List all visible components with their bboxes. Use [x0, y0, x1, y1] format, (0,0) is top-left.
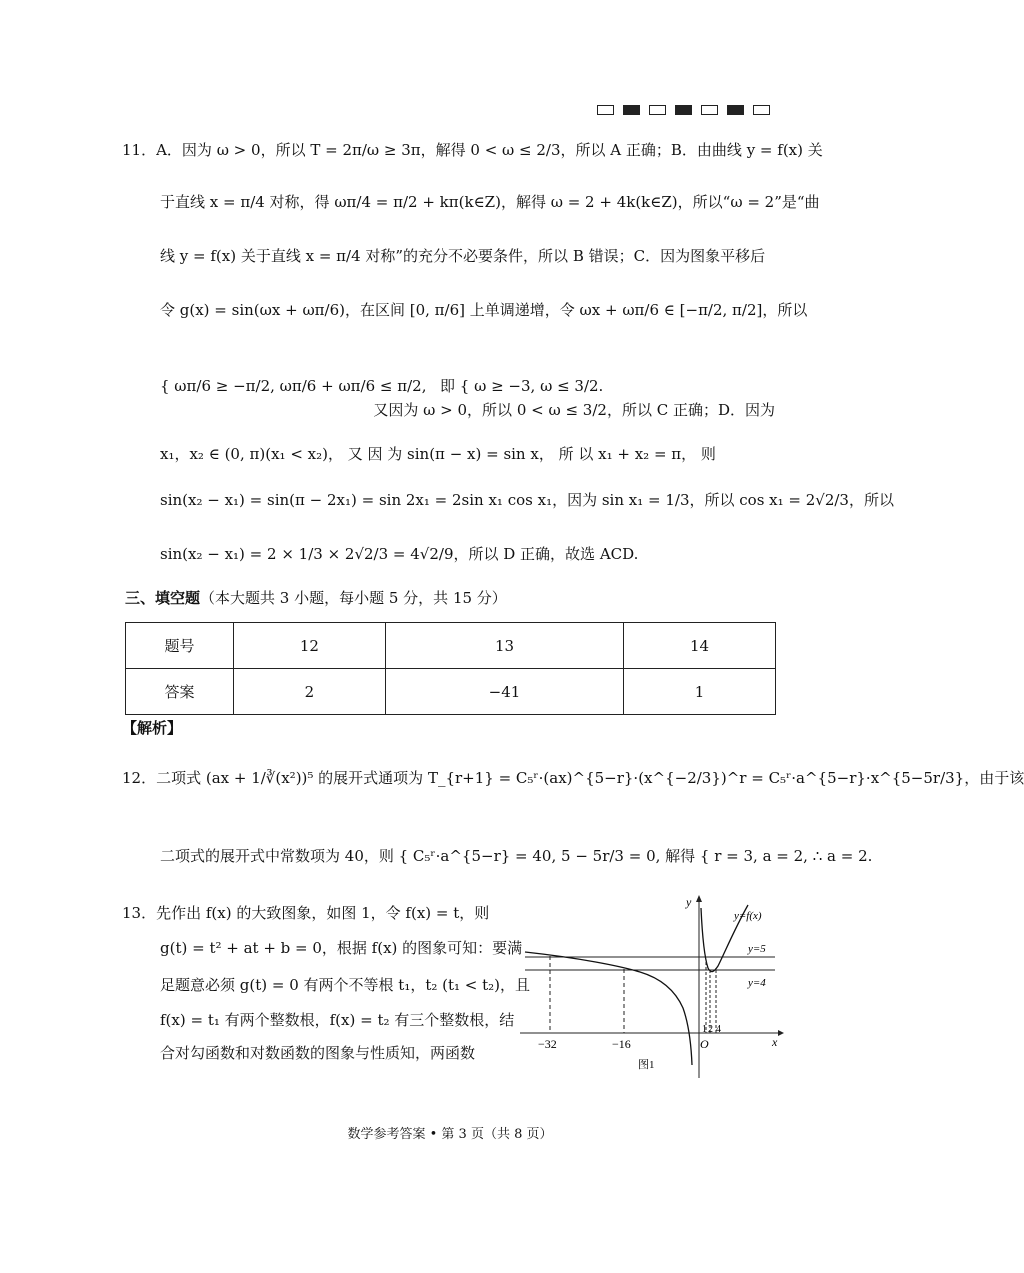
q13-line-1: 13．先作出 f(x) 的大致图象，如图 1，令 f(x) = t，则: [122, 904, 490, 922]
header-pattern: [588, 101, 770, 119]
q11-line-4: 令 g(x) = sin(ωx + ωπ/6)，在区间 [0, π/6] 上单调递增，令 ωx + ωπ/6 ∈ [−π/2, π/2]，所以: [160, 301, 808, 319]
q11-line-5c: 又因为 ω > 0，所以 0 < ω ≤ 3/2，所以 C 正确；D．因为: [373, 401, 775, 419]
q13-line-4: f(x) = t₁ 有两个整数根，f(x) = t₂ 有三个整数根，结: [160, 1011, 515, 1029]
tick-label: 1: [702, 1024, 707, 1035]
line5-label: y=5: [748, 943, 766, 955]
table-cell: 14: [624, 623, 776, 669]
table-cell: 13: [385, 623, 623, 669]
q11-line-5b: 即 { ω ≥ −3, ω ≤ 3/2.: [440, 377, 604, 395]
q11-line-8: sin(x₂ − x₁) = 2 × 1/3 × 2√2/3 = 4√2/9，所以 D 正确，故选 ACD.: [160, 545, 639, 563]
tick-label: 4: [716, 1024, 721, 1035]
q11-line-2: 于直线 x = π/4 对称，得 ωπ/4 = π/2 + kπ(k∈Z)，解得 ω = 2 + 4k(k∈Z)，所以“ω = 2”是“曲: [160, 193, 820, 211]
table-row: [126, 623, 776, 669]
x-axis-label: x: [772, 1035, 778, 1049]
y-axis-label: y: [686, 895, 692, 909]
q11-line-5a: { ωπ/6 ≥ −π/2, ωπ/6 + ωπ/6 ≤ π/2,: [160, 377, 427, 395]
y-axis-arrow: [696, 895, 702, 902]
table-row: [126, 669, 776, 715]
table-cell: 题号: [126, 623, 234, 669]
header-square: [753, 105, 770, 115]
line4-label: y=4: [748, 977, 766, 989]
q12-line-2: 二项式的展开式中常数项为 40，则 { C₅ʳ·a^{5−r} = 40, 5 − 5r/3 = 0, 解得 { r = 3, a = 2, ∴ a = 2.: [160, 847, 873, 865]
q13-line-3: 足题意必须 g(t) = 0 有两个不等根 t₁，t₂ (t₁ < t₂)，且: [160, 976, 531, 994]
page-footer: 数学参考答案 • 第 3 页（共 8 页）: [347, 1127, 553, 1142]
tick-label: −32: [538, 1037, 557, 1051]
header-square: [675, 105, 692, 115]
header-square: [623, 105, 640, 115]
figure-1: [520, 890, 790, 1080]
table-cell: 12: [234, 623, 386, 669]
figure-caption: 图1: [638, 1059, 655, 1071]
q11-line-3: 线 y = f(x) 关于直线 x = π/4 对称”的充分不必要条件，所以 B 错误；C．因为图象平移后: [160, 247, 766, 265]
table-cell: 答案: [126, 669, 234, 715]
curve-label: y=f(x): [734, 910, 762, 922]
table-cell: −41: [385, 669, 623, 715]
section-note: （本大题共 3 小题，每小题 5 分，共 15 分）: [200, 589, 507, 607]
header-square: [701, 105, 718, 115]
answer-table: [125, 622, 776, 715]
section-heading: [125, 588, 507, 608]
q11-line-7: sin(x₂ − x₁) = sin(π − 2x₁) = sin 2x₁ = 2sin x₁ cos x₁，因为 sin x₁ = 1/3，所以 cos x₁ = 2√2/3，所以: [160, 491, 894, 509]
q13-line-2: g(t) = t² + at + b = 0，根据 f(x) 的图象可知：要满: [160, 939, 523, 957]
q13-line-5: 合对勾函数和对数函数的图象与性质知，两函数: [160, 1044, 476, 1062]
origin-label: O: [700, 1037, 709, 1051]
header-square: [597, 105, 614, 115]
table-cell: 1: [624, 669, 776, 715]
header-square: [727, 105, 744, 115]
q11-line-1: 11．A．因为 ω > 0，所以 T = 2π/ω ≥ 3π，解得 0 < ω ≤ 2/3，所以 A 正确；B．由曲线 y = f(x) 关: [122, 141, 823, 159]
tick-label: 2: [708, 1024, 713, 1035]
q12-line-1: 12．二项式 (ax + 1/∛(x²))⁵ 的展开式通项为 T_{r+1} = C₅ʳ·(ax)^{5−r}·(x^{−2/3})^r = C₅ʳ·a^{5−r}·x^{5−5r/3}，由于该: [122, 769, 1024, 787]
tick-label: −16: [612, 1037, 631, 1051]
x-axis-arrow: [778, 1030, 784, 1036]
header-square: [649, 105, 666, 115]
section-title: 三、填空题: [125, 589, 201, 607]
table-cell: 2: [234, 669, 386, 715]
analysis-label: 【解析】: [122, 719, 183, 737]
q11-line-6: x₁，x₂ ∈ (0, π)(x₁ < x₂)， 又 因 为 sin(π − x) = sin x， 所 以 x₁ + x₂ = π， 则: [160, 445, 716, 463]
